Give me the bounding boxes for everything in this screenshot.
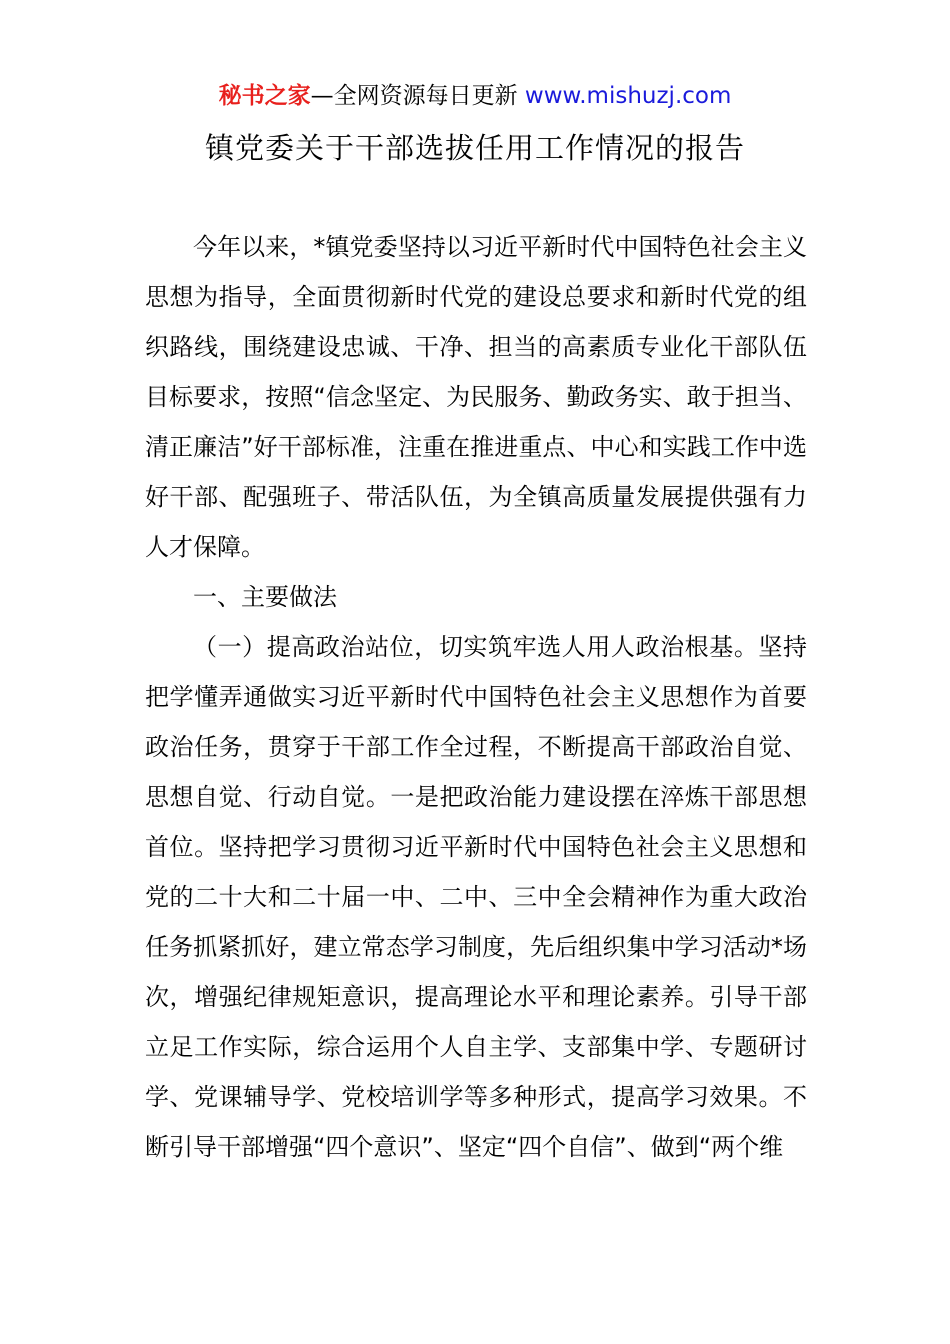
body-paragraph: 今年以来，*镇党委坚持以习近平新时代中国特色社会主义思想为指导，全面贯彻新时代党的建设总要求和新时代党的组织路线，围绕建设忠诚、干净、担当的高素质专业化干部队伍目标要求，按照“信念坚定、为民服务、勤政务实、敢于担当、清正廉洁”好干部标准，注重在推进重点、中心和实践工作中选好干部、配强班子、带活队伍，为全镇高质量发展提供强有力人才保障。 (145, 233, 807, 561)
site-brand: 秘书之家 (218, 83, 311, 109)
site-banner (0, 80, 950, 112)
body-paragraph: （一）提高政治站位，切实筑牢选人用人政治根基。坚持把学懂弄通做实习近平新时代中国特色社会主义思想作为首要政治任务，贯穿于干部工作全过程，不断提高干部政治自觉、思想自觉、行动自觉。一是把政治能力建设摆在淬炼干部思想首位。坚持把学习贯彻习近平新时代中国特色社会主义思想和党的二十大和二十届一中、二中、三中全会精神作为重大政治任务抓紧抓好，建立常态学习制度，先后组织集中学习活动*场次，增强纪律规矩意识，提高理论水平和理论素养。引导干部立足工作实际，综合运用个人自主学、支部集中学、专题研讨学、党课辅导学、党校培训学等多种形式，提高学习效果。不断引导干部增强“四个意识”、坚定“四个自信”、做到“两个维 (145, 633, 807, 1161)
site-tagline: —全网资源每日更新 (310, 83, 525, 109)
document-body (145, 222, 807, 1172)
section-heading: 一、主要做法 (193, 583, 337, 611)
site-url-link[interactable]: www.mishuzj.com (524, 83, 732, 109)
document-title: 镇党委关于干部选拔任用工作情况的报告 (204, 131, 745, 165)
